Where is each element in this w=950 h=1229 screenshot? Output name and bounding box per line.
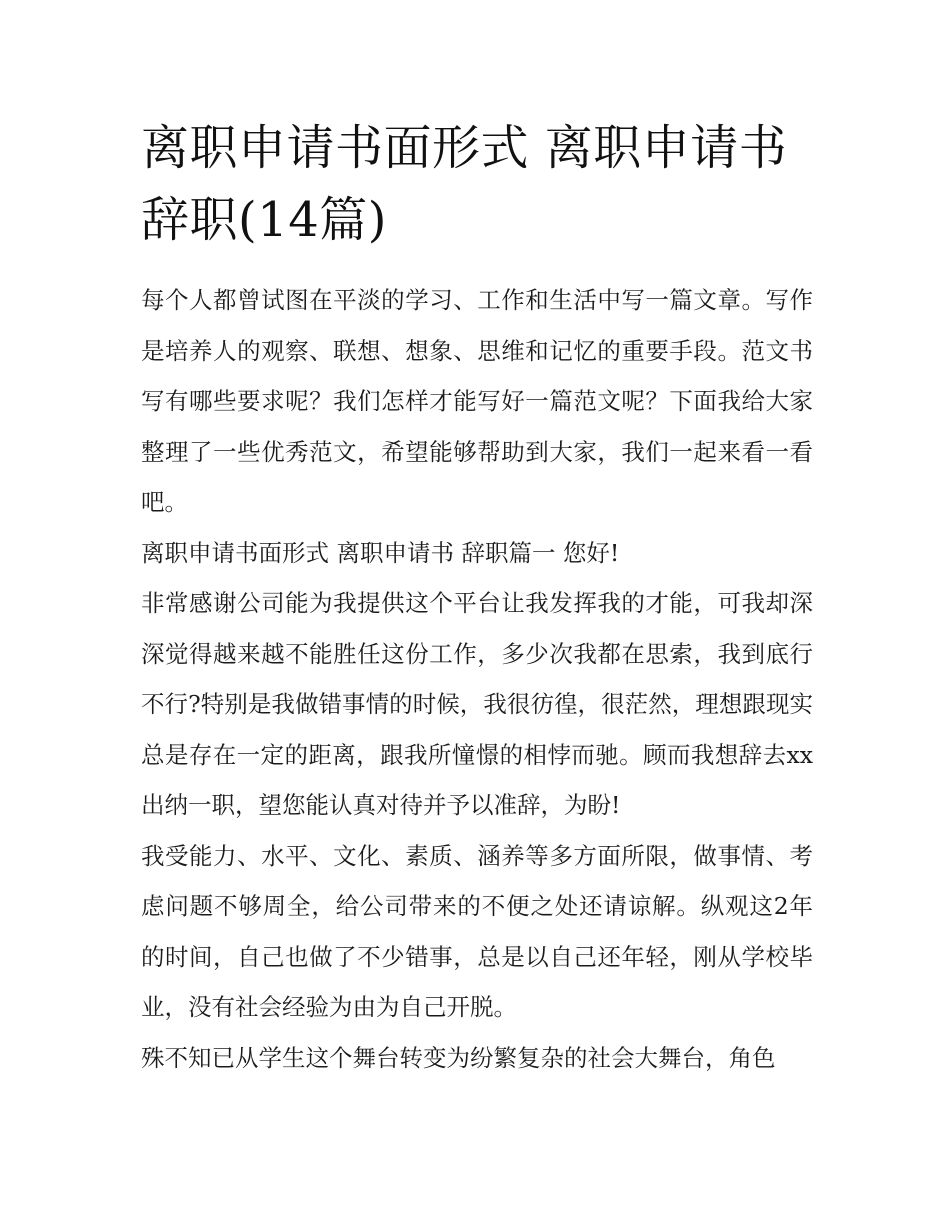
- document-page: [141, 0, 813, 1229]
- document-body: [141, 275, 813, 1083]
- paragraph-thanks: 非常感谢公司能为我提供这个平台让我发挥我的才能，可我却深深觉得越来越不能胜任这份工作，多少次我都在思索，我到底行不行?特别是我做错事情的时候，我很彷徨，很茫然，理想跟现实总是存在一定的距离，跟我所憧憬的相悖而驰。顾而我想辞去xx出纳一职，望您能认真对待并予以准辞，为盼!: [141, 589, 813, 819]
- paragraph-heading-part-one: 离职申请书面形式 离职申请书 辞职篇一 您好!: [141, 538, 620, 567]
- document-title: 离职申请书面形式 离职申请书 辞职(14篇): [141, 120, 788, 248]
- paragraph-apology: 我受能力、水平、文化、素质、涵养等多方面所限，做事情、考虑问题不够周全，给公司带来的不便之处还请谅解。纵观这2年的时间，自己也做了不少错事，总是以自己还年轻，刚从学校毕业，没有社会经验为由为自己开脱。: [141, 841, 813, 1021]
- paragraph-intro: 每个人都曾试图在平淡的学习、工作和生活中写一篇文章。写作是培养人的观察、联想、想象、思维和记忆的重要手段。范文书写有哪些要求呢？我们怎样才能写好一篇范文呢？下面我给大家整理了一些优秀范文，希望能够帮助到大家，我们一起来看一看吧。: [141, 286, 813, 516]
- paragraph-continued: 殊不知已从学生这个舞台转变为纷繁复杂的社会大舞台，角色: [141, 1043, 776, 1072]
